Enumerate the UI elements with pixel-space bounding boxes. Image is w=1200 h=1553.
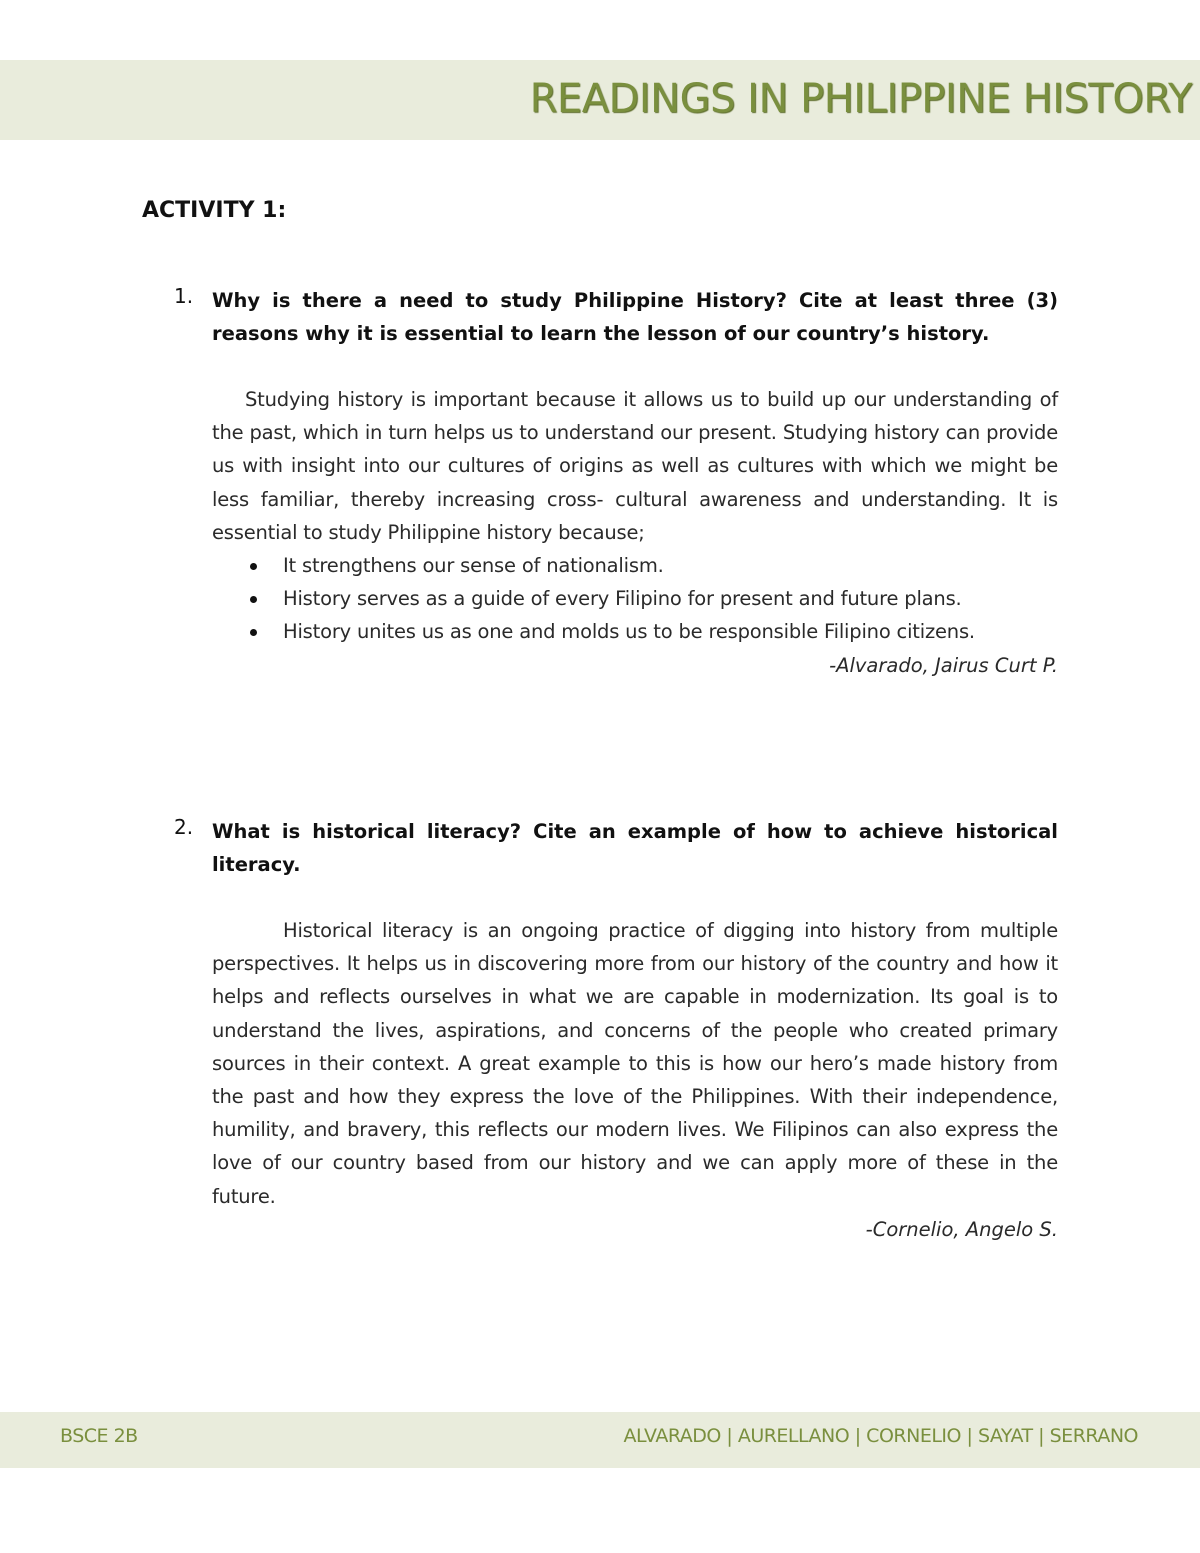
question-block-1 bbox=[174, 284, 1058, 682]
footer-section: BSCE 2B bbox=[60, 1425, 138, 1447]
question-text: What is historical literacy? Cite an example of how to achieve historical literacy. bbox=[212, 820, 1058, 876]
list-item bbox=[212, 549, 1058, 582]
list-item-text: History unites us as one and molds us to be responsible Filipino citizens. bbox=[283, 620, 975, 644]
answer-paragraph: Historical literacy is an ongoing practice of digging into history from multiple perspectives. It helps us in discovering more from our history of the country and how it helps and reflects ourselves in what we are capable in modernization. Its goal is to understand the lives, aspirations, and concerns of the people who created primary sources in their context. A great example to this is how our hero’s made history from the past and how they express the love of the Philippines. With their independence, humility, and bravery, this reflects our modern lives. We Filipinos can also express the love of our country based from our history and we can apply more of these in the future. bbox=[212, 919, 1058, 1208]
list-item-text: It strengthens our sense of nationalism. bbox=[283, 554, 664, 578]
bullet-icon bbox=[250, 629, 257, 636]
answer-paragraph: Studying history is important because it allows us to build up our understanding of the past, which in turn helps us to understand our present. Studying history can provide us with insight into our cultures of origins as well as cultures with which we might be less familiar, thereby increasing cross- cultural awareness and understanding. It is essential to study Philippine history because; bbox=[212, 388, 1058, 544]
question-number: 1. bbox=[174, 284, 194, 308]
author-signature: -Alvarado, Jairus Curt P. bbox=[829, 653, 1058, 677]
list-item bbox=[212, 615, 1058, 648]
activity-heading: ACTIVITY 1: bbox=[142, 198, 287, 223]
list-item bbox=[212, 582, 1058, 615]
question-number: 2. bbox=[174, 815, 194, 839]
reasons-list bbox=[212, 549, 1058, 649]
footer-members: ALVARADO | AURELLANO | CORNELIO | SAYAT | SERRANO bbox=[623, 1425, 1138, 1447]
list-item-text: History serves as a guide of every Filipino for present and future plans. bbox=[283, 587, 962, 611]
question-block-2 bbox=[174, 815, 1058, 1246]
author-signature: -Cornelio, Angelo S. bbox=[865, 1217, 1058, 1241]
bullet-icon bbox=[250, 596, 257, 603]
document-title: READINGS IN PHILIPPINE HISTORY bbox=[529, 76, 1192, 122]
bullet-icon bbox=[250, 563, 257, 570]
question-text: Why is there a need to study Philippine History? Cite at least three (3) reasons why it is essential to learn the lesson of our country’s history. bbox=[212, 289, 1058, 345]
